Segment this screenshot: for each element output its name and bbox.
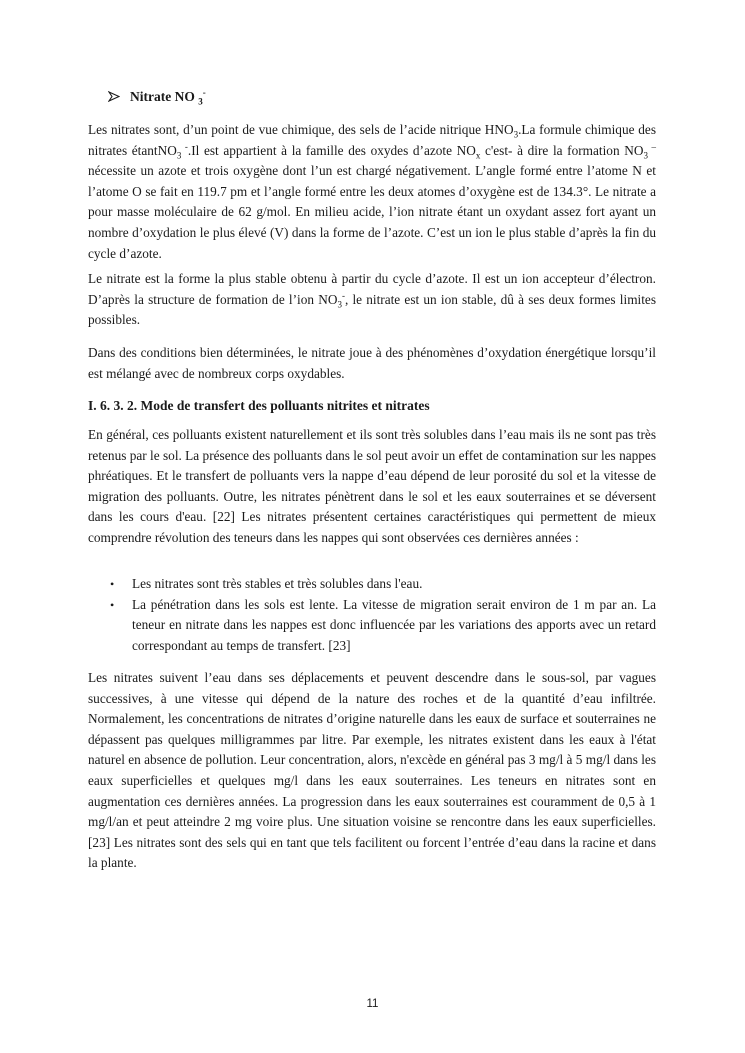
para1-sup-4: –	[647, 141, 657, 152]
paragraph-transfer: En général, ces polluants existent naturellement et ils sont très solubles dans l’eau mais ils ne sont pas très retenus par le sol. La présence des polluants dans le sol peut avoir un effet de contamination sur les nappes phréatiques. Et le transfert de polluants vers la nappe d’eau dépend de leur porosité du sol et la vitesse de migration des polluants. Outre, les nitrates pénètrent dans le sol et les eaux souterraines et se déversent dans les cours d'eau. [22] Les nitrates présentent certaines caractéristiques qui permettent de mieux comprendre révolution des teneurs dans les nappes qui sont observées ces dernières années :	[88, 427, 656, 545]
para1-text-5: nécessite un azote et trois oxygène dont l’un est chargé négativement. L’angle formé entre l’atome N et l’atome O se fait en 119.7 pm et l’angle formé entre les deux atomes d’oxygène est de 134.3°. Le nitrate a pour masse moléculaire de 62 g/mol. En milieu acide, l’ion nitrate étant un oxydant assez fort ayant un nombre d’oxydation le plus élevé (V) dans la forme de l’azote. C’est un ion le plus stable d’après la fin du cycle d’azote.	[88, 163, 656, 261]
list-item-text: Les nitrates sont très stables et très solubles dans l'eau.	[132, 576, 423, 591]
subsection-title: I. 6. 3. 2. Mode de transfert des polluants nitrites et nitrates	[88, 398, 430, 413]
para1-text-4: c'est- à dire la formation NO	[480, 142, 644, 158]
para1-text-3: .Il est appartient à la famille des oxydes d’azote NO	[187, 142, 476, 158]
paragraph-groundwater: Les nitrates suivent l’eau dans ses déplacements et peuvent descendre dans le sous-sol, par vagues successives, à une vitesse qui dépend de la nature des roches et de la quantité d’eau infiltrée. Normalement, les concentrations de nitrates d’origine naturelle dans les eaux de surface et souterraines ne dépassent pas quelques milligrammes par litre. Par exemple, les nitrates existent dans les eaux à l'état naturel en absence de pollution. Leur concentration, alors, n'excède en général pas 3 mg/l à 5 mg/l dans les eaux superficielles et quelques mg/l dans les eaux souterraines. Les teneurs en nitrates sont en augmentation ces dernières années. La progression dans les eaux souterraines est couramment de 0,5 à 1 mg/l/an et peut atteindre 2 mg voire plus. Une situation voisine se rencontre dans les eaux superficielles. [23] Les nitrates sont des sels qui en tant que tels facilitent ou forcent l’entrée d’eau dans la racine et dans la plante.	[88, 670, 656, 871]
section-heading	[108, 87, 206, 108]
para1-sub-3: x	[475, 150, 481, 161]
para2-sub-1: 3	[337, 299, 342, 310]
section-heading-sup: -	[202, 87, 206, 98]
paragraph-oxidation: Dans des conditions bien déterminées, le nitrate joue à des phénomènes d’oxydation énergétique lorsqu’il est mélangé avec de nombreux corps oxydables.	[88, 345, 656, 381]
paragraph-nitrate-definition	[88, 120, 656, 264]
bullet-list	[88, 574, 656, 656]
para2-text-1: Le nitrate est la forme la plus stable obtenu à partir du cycle d’azote. Il est un ion accepteur d’électron. D’après la structure de formation de l’ion NO	[88, 271, 656, 307]
para2-text-2: , le nitrate est un ion stable, dû à ses deux formes limites possibles.	[88, 291, 656, 328]
para1-sup-2: -	[181, 141, 188, 152]
section-heading-text: Nitrate NO	[130, 89, 195, 104]
para1-sub-4: 3	[643, 150, 648, 161]
para1-text-2: .La formule chimique des nitrates étantNO	[88, 122, 656, 158]
page-number: 11	[366, 998, 379, 1010]
para2-sup-1: -	[341, 290, 345, 301]
bullet-dot-icon: •	[110, 597, 115, 612]
para1-sub-1: 3	[513, 129, 519, 140]
section-heading-sub: 3	[198, 96, 203, 107]
list-item	[88, 574, 656, 595]
paragraph-nitrate-stability	[88, 269, 656, 331]
list-item	[88, 595, 656, 657]
list-item-text: La pénétration dans les sols est lente. La vitesse de migration serait environ de 1 m par an. La teneur en nitrate dans les nappes est donc influencée par les variations des apports avec un retard correspondant au temps de transfert. [23]	[132, 596, 656, 653]
arrow-bullet-icon	[108, 87, 130, 108]
para1-sub-2: 3	[176, 150, 182, 161]
bullet-dot-icon: •	[110, 577, 115, 591]
para1-text-1: Les nitrates sont, d’un point de vue chimique, des sels de l’acide nitrique HNO	[88, 122, 514, 137]
